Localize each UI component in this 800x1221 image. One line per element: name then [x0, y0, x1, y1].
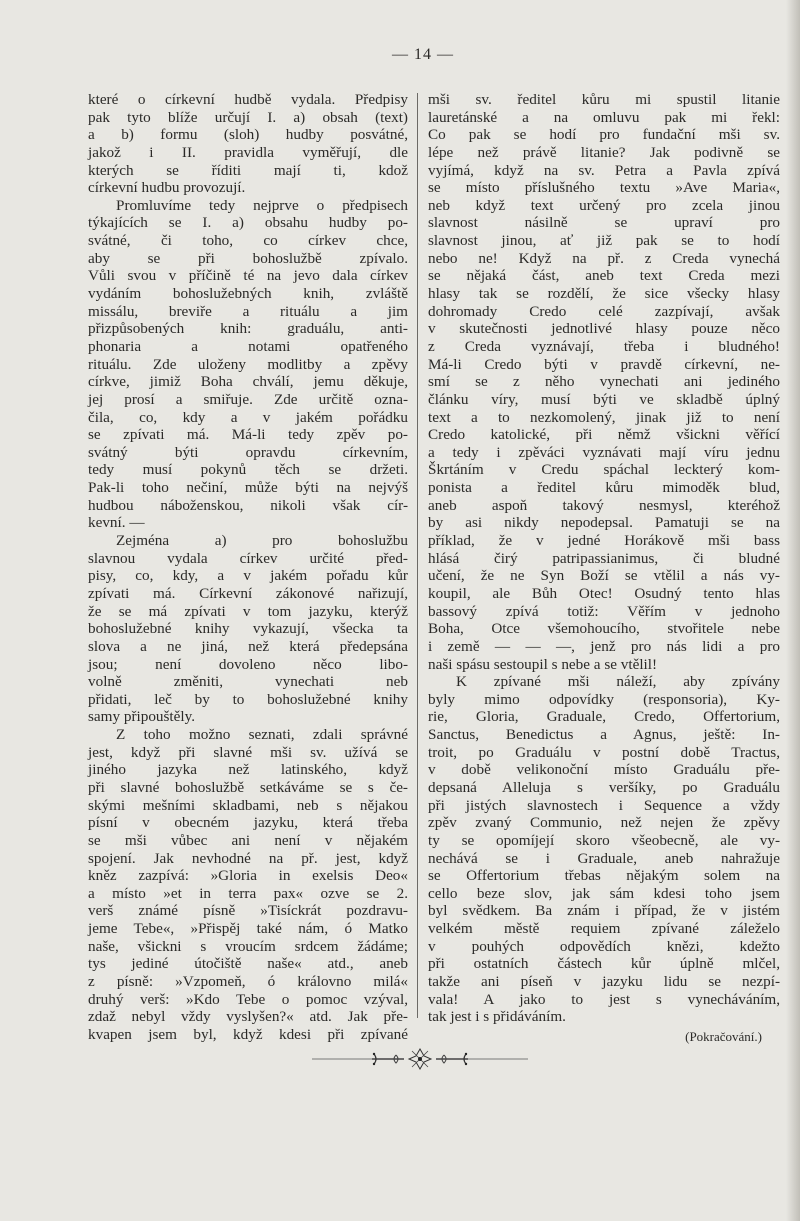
- text-line: Z toho možno seznati, zdali správné: [116, 726, 408, 744]
- text-line: hlasy tak se rozdělí, že sice všecky hlasy: [428, 285, 780, 303]
- text-line: depsaná Alleluja s veršíky, po Graduálu: [428, 778, 780, 796]
- text-line: jakož i II. pravidla vyměřují, dle: [88, 143, 408, 161]
- text-line: koupil, ale Bůh Otec! Osudný tento hlas: [428, 584, 780, 602]
- text-line: zpívati má. Církevní zákonové nařizují,: [88, 584, 408, 602]
- text-line: kevní. —: [88, 514, 145, 532]
- text-line: jsou; není dovoleno něco libo-: [88, 655, 408, 673]
- text-line: troit, po Graduálu v postní době Tractus,: [428, 743, 780, 761]
- text-line: rie, Gloria, Graduale, Credo, Offertorium,: [428, 708, 780, 726]
- text-line: tedy musí pokynů těch se držeti.: [88, 461, 408, 479]
- text-line: a místo »et in terra pax« ozve se 2.: [88, 884, 408, 902]
- text-line: které o církevní hudbě vydala. Předpisy: [88, 91, 408, 108]
- text-line: jeme Tebe«, »Přispěj také nám, ó Matko: [88, 920, 408, 938]
- text-line: kvapen jsem byl, když kdesi při zpívané: [88, 1025, 408, 1043]
- text-line: přizpůsobených knih: graduálu, anti-: [88, 320, 408, 338]
- text-line: pak tyto blíže určují I. a) obsah (text): [88, 108, 408, 126]
- text-line: dohromady Credo celé zazpívají, avšak: [428, 302, 780, 320]
- text-line: vyjímá, když na sv. Petra a Pavla zpívá: [428, 161, 780, 179]
- text-line: lépe než právě litanie? Jak podivně se: [428, 143, 780, 161]
- text-line: text a to nezkomolený, jinak již to není: [428, 408, 780, 426]
- text-line: v době velikonoční místo Graduálu pře-: [428, 761, 780, 779]
- text-line: zpěv zvaný Communio, než nejen že zpěvy: [428, 814, 780, 832]
- text-line: článku víry, musí býti ve skladbě úplný: [428, 390, 780, 408]
- text-line: církve, jimiž Boha chválí, jemu děkuje,: [88, 373, 408, 391]
- text-line: tak jest i s přidáváním.: [428, 1008, 566, 1026]
- text-line: vala! A jako to jest s vynecháváním,: [428, 990, 780, 1008]
- text-line: slavnost jinou, ať již pak se to hodí: [428, 232, 780, 250]
- text-line: slova a ne jiná, než která předepsána: [88, 637, 408, 655]
- text-line: církevní hudbu provozují.: [88, 179, 246, 197]
- column-divider: [417, 93, 418, 1018]
- page-edge-shadow: [786, 0, 800, 1221]
- text-line: Boha, Otce všemohoucího, stvořitele nebe: [428, 620, 780, 638]
- text-line: by asi nikdy nepodepsal. Pamatuji se na: [428, 514, 780, 532]
- text-line: byly mimo odpovídky (responsoria), Ky-: [428, 690, 780, 708]
- text-line: se zpívati má. Má-li tedy zpěv po-: [88, 426, 408, 444]
- text-line: tys jediné útočiště naše« atd., aneb: [88, 955, 408, 973]
- text-line: Má-li Credo býti v pravdě církevní, ne-: [428, 355, 780, 373]
- text-line: Pak-li toho nečiní, může býti na nejvýš: [88, 479, 408, 497]
- text-line: se nějaká část, aneb text Creda mezi: [428, 267, 780, 285]
- text-line: přidati, leč by to bohoslužebné knihy: [88, 690, 408, 708]
- text-line: vydáním bohoslužebných knih, zvláště: [88, 285, 408, 303]
- text-line: týkajících se I. a) obsahu hudby po-: [88, 214, 408, 232]
- text-line: Promluvíme tedy nejprve o předpisech: [116, 196, 408, 214]
- text-line: jest, když při slavné mši sv. užívá se: [88, 743, 408, 761]
- text-line: svátný býti opravdu církevním,: [88, 443, 408, 461]
- text-line: missálu, breviře a rituálu a jim: [88, 302, 408, 320]
- text-line: mši sv. ředitel kůru mi spustil litanie: [428, 91, 780, 108]
- text-line: příklad, že v jedné Horákově mši bass: [428, 532, 780, 550]
- text-line: naši spásu sestoupil s nebe a se vtělil!: [428, 655, 658, 673]
- text-line: ty se opomíjejí skoro všeobecně, ale vy-: [428, 831, 780, 849]
- text-line: z písně: »Vzpomeň, ó královno milá«: [88, 973, 408, 991]
- text-line: K zpívané mši náleží, aby zpívány: [456, 673, 780, 691]
- text-line: se mši vůbec ani není v nějakém: [88, 831, 408, 849]
- text-line: Sanctus, Benedictus a Agnus, ještě: In-: [428, 726, 780, 744]
- text-line: bassový zpívá totiž: Věřím v jednoho: [428, 602, 780, 620]
- text-line: verš známé písně »Tisíckrát pozdravu-: [88, 902, 408, 920]
- right-column: [428, 91, 780, 1046]
- text-line: Credo katolické, při němž všickni věřící: [428, 426, 780, 444]
- text-line: se místo příslušného textu »Ave Maria«,: [428, 179, 780, 197]
- text-line: skými mešními skladbami, neb s nějakou: [88, 796, 408, 814]
- text-line: bohoslužebné knihy vykazují, všecka ta: [88, 620, 408, 638]
- text-line: Co pak se hodí pro fundační mši sv.: [428, 126, 780, 144]
- text-line: velkém městě requiem zpívané záleželo: [428, 920, 780, 938]
- text-line: a b) formu (sloh) hudby posvátné,: [88, 126, 408, 144]
- left-column: [88, 91, 408, 1044]
- text-line: hlásá čirý patripassianimus, či bludné: [428, 549, 780, 567]
- text-line: v pouhých odpovědích knězi, kdežto: [428, 937, 780, 955]
- text-line: byl svědkem. Ba znám i případ, že v jistém: [428, 902, 780, 920]
- text-line: samy připouštěly.: [88, 708, 196, 726]
- text-line: rituálu. Zde uloženy modlitby a zpěvy: [88, 355, 408, 373]
- text-line: zdaž nebyl vždy vyslyšen?« atd. Jak pře-: [88, 1008, 408, 1026]
- text-line: Vůli svou v příčině té na jevo dala církev: [88, 267, 408, 285]
- text-line: kterých se říditi mají ti, kdož: [88, 161, 408, 179]
- text-line: druhý verš: »Kdo Tebe o pomoc vzýval,: [88, 990, 408, 1008]
- text-line: slavnou vydala církev určité před-: [88, 549, 408, 567]
- text-line: a tedy i zpěváci vyznávati mají víru jednu: [428, 443, 780, 461]
- text-line: i země — — —, jenž pro nás lidi a pro: [428, 637, 780, 655]
- text-line: takže ani píseň v jazyku lidu se nezpí-: [428, 973, 780, 991]
- text-line: při ostatních částech kůr úplně mlčel,: [428, 955, 780, 973]
- text-line: ponista a ředitel kůru mimoděk blud,: [428, 479, 780, 497]
- text-line: učení, že ne Syn Boží se vtělil a nás vy-: [428, 567, 780, 585]
- text-line: pisy, co, kdy, a v jakém pořadu kůr: [88, 567, 408, 585]
- text-line: volně změniti, vynechati neb: [88, 673, 408, 691]
- text-line: hudbou náboženskou, nikoli však cír-: [88, 496, 408, 514]
- text-line: cello beze slov, jak sám kdesi toho jsem: [428, 884, 780, 902]
- text-line: svátné, či toho, co církev chce,: [88, 232, 408, 250]
- text-line: lauretánské a na omluvu pak mi řekl:: [428, 108, 780, 126]
- continuation-note: (Pokračování.): [685, 1028, 762, 1044]
- text-line: při jistých slavnostech i Sequence a vždy: [428, 796, 780, 814]
- text-line: při slavné bohoslužbě setkáváme se s če-: [88, 778, 408, 796]
- text-line: phonaria a notami opatřeného: [88, 337, 408, 355]
- text-line: aby se při bohoslužbě zpívalo.: [88, 249, 408, 267]
- text-line: z Creda vyznávají, třeba i bludného!: [428, 337, 780, 355]
- text-line: nebo ne! Když na př. z Creda vynechá: [428, 249, 780, 267]
- text-line: čila, co, kdy a v jakém pořádku: [88, 408, 408, 426]
- text-line: kněz zazpívá: »Gloria in exelsis Deo«: [88, 867, 408, 885]
- text-line: naše, všickni s vroucím srdcem žádáme;: [88, 937, 408, 955]
- text-line: že se má zpívati v tom jazyku, kterýž: [88, 602, 408, 620]
- text-line: spojení. Jak nevhodné na př. jest, když: [88, 849, 408, 867]
- text-line: aneb aspoň takový nesmysl, kteréhož: [428, 496, 780, 514]
- page-number: — 14 —: [392, 46, 454, 63]
- text-line: neb když text určený pro zcela jinou: [428, 196, 780, 214]
- text-line: jej prosí a smiřuje. Zde určitě ozna-: [88, 390, 408, 408]
- text-line: v skutečnosti jednotlivé hlasy pouze něco: [428, 320, 780, 338]
- text-line: nechává se i Graduale, aneb nahražuje: [428, 849, 780, 867]
- text-line: jiného jazyka než latinského, když: [88, 761, 408, 779]
- text-line: smí se z něho vynechati ani jediného: [428, 373, 780, 391]
- text-line: písní v obecném jazyku, která třeba: [88, 814, 408, 832]
- text-line: Zejména a) pro bohoslužbu: [116, 532, 408, 550]
- text-line: Škrtáním v Credu spáchal leckterý kom-: [428, 461, 780, 479]
- text-line: se Offertorium třebas nějakým solem na: [428, 867, 780, 885]
- ornament-divider: [312, 1048, 528, 1070]
- text-line: slavnost násilně se upraví pro: [428, 214, 780, 232]
